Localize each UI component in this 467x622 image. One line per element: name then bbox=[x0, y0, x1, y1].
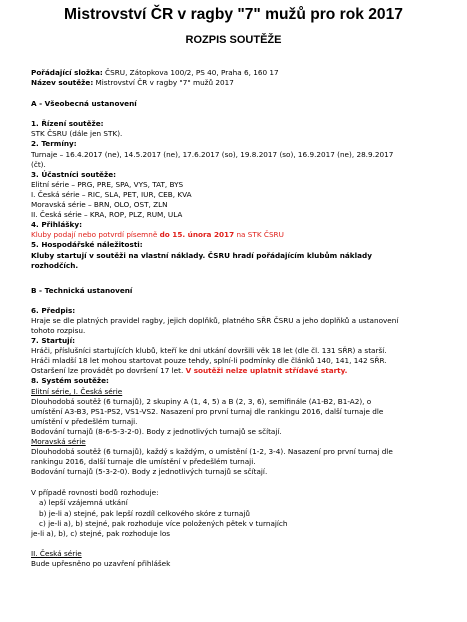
b7-text-line1: Hráči, příslušníci startujících klubů, kteří ke dni utkání dovršili věk 18 let (dle čl. 131 SŘR) a starší. bbox=[31, 346, 387, 356]
a3-heading: 3. Účastníci soutěže: bbox=[31, 169, 117, 179]
czech-series-2-heading: II. Česká série bbox=[31, 548, 82, 558]
competition-name-line bbox=[31, 78, 451, 88]
b6-text-line1: Hraje se dle platných pravidel ragby, jejich doplňků, platného SŘR ČSRU a jeho doplňků a ustanovení bbox=[31, 315, 399, 325]
tiebreak-d: je-li a), b), c) stejné, pak rozhoduje los bbox=[31, 528, 171, 538]
b8-moravian-heading: Moravská série bbox=[31, 437, 86, 446]
a3-moravian: Moravská série – BRN, OLO, OST, ZLN bbox=[31, 200, 168, 210]
a1-heading: 1. Řízení soutěže: bbox=[31, 119, 104, 129]
b7-heading: 7. Startují: bbox=[31, 336, 75, 346]
b8-moravian-line3: Bodování turnajů (5-3-2-0). Body z jednotlivých turnajů se sčítají. bbox=[31, 467, 268, 477]
a1-text: STK ČSRU (dále jen STK). bbox=[31, 129, 123, 139]
b7-text-line2: Hráči mladší 18 let mohou startovat pouze tehdy, splní-li podmínky dle článků 140, 141, 142 SŘR. bbox=[31, 356, 387, 366]
czech-series-2-text: Bude upřesněno po uzavření přihlášek bbox=[31, 558, 171, 568]
a4-deadline: do 15. února 2017 bbox=[159, 230, 235, 240]
b8-moravian-line1: Dlouhodobá soutěž (6 turnajů), každý s každým, o umístění (1-2, 3-4). Nasazení pro první turnaj dle bbox=[31, 447, 393, 457]
b6-heading: 6. Předpis: bbox=[31, 305, 76, 315]
b8-moravian-line2: rankingu 2016, další turnaje dle umístění v předešlém turnaji. bbox=[31, 457, 256, 467]
section-b-heading: B - Technická ustanovení bbox=[31, 285, 133, 295]
a4-heading: 4. Přihlášky: bbox=[31, 220, 82, 230]
b8-elite-line3: umístění v předešlém turnaji. bbox=[31, 416, 138, 426]
competition-name-value: Mistrovství ČR v ragby "7" mužů 2017 bbox=[93, 78, 234, 88]
b6-text-line2: tohoto rozpisu. bbox=[31, 325, 86, 335]
b8-elite-line1: Dlouhodobá soutěž (6 turnajů), 2 skupiny A (1, 4, 5) a B (2, 3, 6), semifinále (A1-B2, B1-A2), o bbox=[31, 396, 372, 406]
a5-text-line2: rozhodčích. bbox=[31, 260, 79, 270]
competition-name-label: Název soutěže: bbox=[31, 78, 94, 88]
organizer-label: Pořádající složka: bbox=[31, 68, 103, 77]
a2-dates-line1: Turnaje – 16.4.2017 (ne), 14.5.2017 (ne), 17.6.2017 (so), 19.8.2017 (so), 16.9.2017 (ne), 28.9.2017 bbox=[31, 149, 394, 159]
organizer-value: ČSRU, Zátopkova 100/2, PS 40, Praha 6, 160 17 bbox=[102, 68, 279, 77]
b8-elite-line4: Bodování turnajů (8-6-5-3-2-0). Body z jednotlivých turnajů se sčítají. bbox=[31, 426, 282, 436]
tiebreak-c: c) je-li a), b) stejné, pak rozhoduje více položených pětek v turnajích bbox=[39, 518, 288, 528]
document-subtitle: ROZPIS SOUTĚŽE bbox=[185, 34, 282, 46]
b8-heading: 8. Systém soutěže: bbox=[31, 376, 109, 386]
a5-text-line1: Kluby startují v soutěži na vlastní náklady. ČSRU hradí pořádajícím klubům náklady bbox=[31, 250, 372, 260]
a3-czech-1: I. Česká série – RIC, SLA, PET, IUR, CEB, KVA bbox=[31, 189, 192, 199]
a5-heading: 5. Hospodářské náležitosti: bbox=[31, 240, 143, 250]
b8-elite-line2: umístění A3-B3, PS1-PS2, VS1-VS2. Nasazení pro první turnaj dle rankingu 2016, další turnaje dle bbox=[31, 406, 384, 416]
tiebreak-a: a) lepší vzájemná utkání bbox=[39, 498, 128, 508]
document-title: Mistrovství ČR v ragby "7" mužů pro rok 2017 bbox=[64, 6, 403, 23]
a2-dates-line2: (čt). bbox=[31, 159, 46, 169]
a2-heading: 2. Termíny: bbox=[31, 139, 77, 149]
tiebreak-heading: V případě rovnosti bodů rozhoduje: bbox=[31, 488, 159, 498]
document-body bbox=[31, 68, 451, 569]
b7-text-line3: Ostaršení lze provádět po dovršení 17 let. V soutěži nelze uplatnit střídavé starty. bbox=[31, 366, 348, 376]
section-a-heading: A - Všeobecná ustanovení bbox=[31, 99, 137, 109]
organizer-line bbox=[31, 68, 451, 78]
tiebreak-b: b) je-li a) stejné, pak lepší rozdíl celkového skóre z turnajů bbox=[39, 508, 250, 518]
a4-text: Kluby podají nebo potvrdí písemně do 15. února 2017 na STK ČSRU bbox=[31, 230, 284, 240]
b8-elite-heading: Elitní série, I. Česká série bbox=[31, 386, 123, 396]
a3-elite: Elitní série – PRG, PRE, SPA, VYS, TAT, BYS bbox=[31, 179, 184, 189]
a3-czech-2: II. Česká série – KRA, ROP, PLZ, RUM, ULA bbox=[31, 210, 183, 220]
b7-warning: V soutěži nelze uplatnit střídavé starty. bbox=[185, 366, 348, 376]
